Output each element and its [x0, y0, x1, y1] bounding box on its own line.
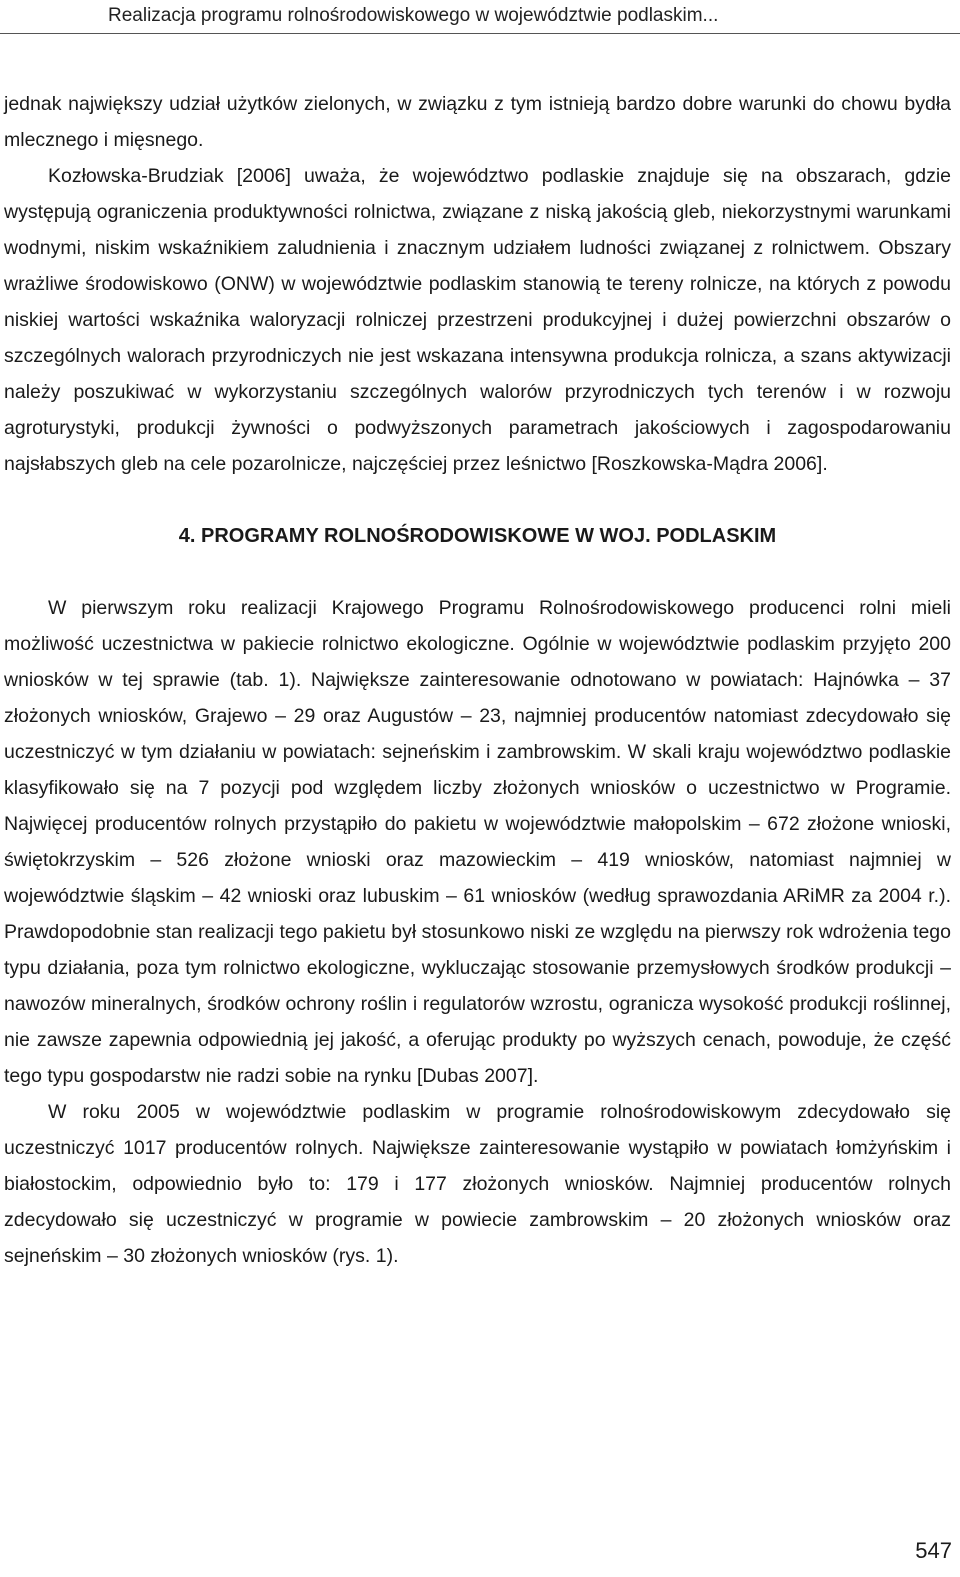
section-heading: 4. PROGRAMY ROLNOŚRODOWISKOWE W WOJ. PODLASKIM: [178, 525, 777, 547]
running-header-title: Realizacja programu rolnośrodowiskowego w województwie podlaskim...: [108, 5, 719, 26]
page-body: [4, 86, 951, 1274]
spacer: [4, 554, 951, 590]
page-number: 547: [915, 1538, 952, 1563]
paragraph-kozlowska: Kozłowska-Brudziak [2006] uważa, że województwo podlaskie znajduje się na obszarach, gdzie występują ograniczenia produktywności rolnictwa, związane z niską jakością gleb, niekorzystnymi warunkami wodnymi, niskim wskaźnikiem zaludnienia i znacznym udziałem ludności związanej z rolnictwem. Obszary wrażliwe środowiskowo (ONW) w województwie podlaskim stanowią te tereny rolnicze, na których z powodu niskiej wartości wskaźnika waloryzacji rolniczej przestrzeni produkcyjnej i dużej powierzchni obszarów o szczególnych walorach przyrodniczych nie jest wskazana intensywna produkcja rolnicza, a szans aktywizacji należy poszukiwać w wykorzystaniu szczególnych walorów przyrodniczych tych terenów i w rozwoju agroturystyki, produkcji żywności o podwyższonych parametrach jakościowych i zagospodarowaniu najsłabszych gleb na cele pozarolnicze, najczęściej przez leśnictwo [Roszkowska-Mądra 2006].: [4, 165, 951, 475]
spacer: [4, 482, 951, 518]
paragraph-continuation: jednak największy udział użytków zielonych, w związku z tym istnieją bardzo dobre warunki do chowu bydła mlecznego i mięsnego.: [4, 93, 951, 151]
running-header: [0, 0, 960, 34]
paragraph-first-year: W pierwszym roku realizacji Krajowego Programu Rolnośrodowiskowego producenci rolni mieli możliwość uczestnictwa w pakiecie rolnictwo ekologiczne. Ogólnie w województwie podlaskim przyjęto 200 wniosków w tej sprawie (tab. 1). Największe zainteresowanie odnotowano w powiatach: Hajnówka – 37 złożonych wniosków, Grajewo – 29 oraz Augustów – 23, najmniej producentów natomiast zdecydowało się uczestniczyć w tym działaniu w powiatach: sejneńskim i zambrowskim. W skali kraju województwo podlaskie klasyfikowało się na 7 pozycji pod względem liczby złożonych wniosków o uczestnictwo w Programie. Najwięcej producentów rolnych przystąpiło do pakietu w województwie małopolskim – 672 złożone wnioski, świętokrzyskim – 526 złożone wnioski oraz mazowieckim – 419 wniosków, natomiast najmniej w województwie śląskim – 42 wnioski oraz lubuskim – 61 wniosków (według sprawozdania ARiMR za 2004 r.). Prawdopodobnie stan realizacji tego pakietu był stosunkowo niski ze względu na pierwszy rok wdrożenia tego typu działania, poza tym rolnictwo ekologiczne, wykluczając stosowanie przemysłowych środków produkcji – nawozów mineralnych, środków ochrony roślin i regulatorów wzrostu, ogranicza wysokość produkcji roślinnej, nie zawsze zapewnia odpowiednią jej jakość, a oferując produkty po wyższych cenach, powoduje, że część tego typu gospodarstw nie radzi sobie na rynku [Dubas 2007].: [4, 597, 951, 1087]
paragraph-year-2005: W roku 2005 w województwie podlaskim w programie rolnośrodowiskowym zdecydowało się uczestniczyć 1017 producentów rolnych. Największe zainteresowanie wystąpiło w powiatach łomżyńskim i białostockim, odpowiednio było to: 179 i 177 złożonych wniosków. Najmniej producentów rolnych zdecydowało się uczestniczyć w programie w powiecie zambrowskim – 20 złożonych wniosków oraz sejneńskim – 30 złożonych wniosków (rys. 1).: [4, 1101, 951, 1267]
